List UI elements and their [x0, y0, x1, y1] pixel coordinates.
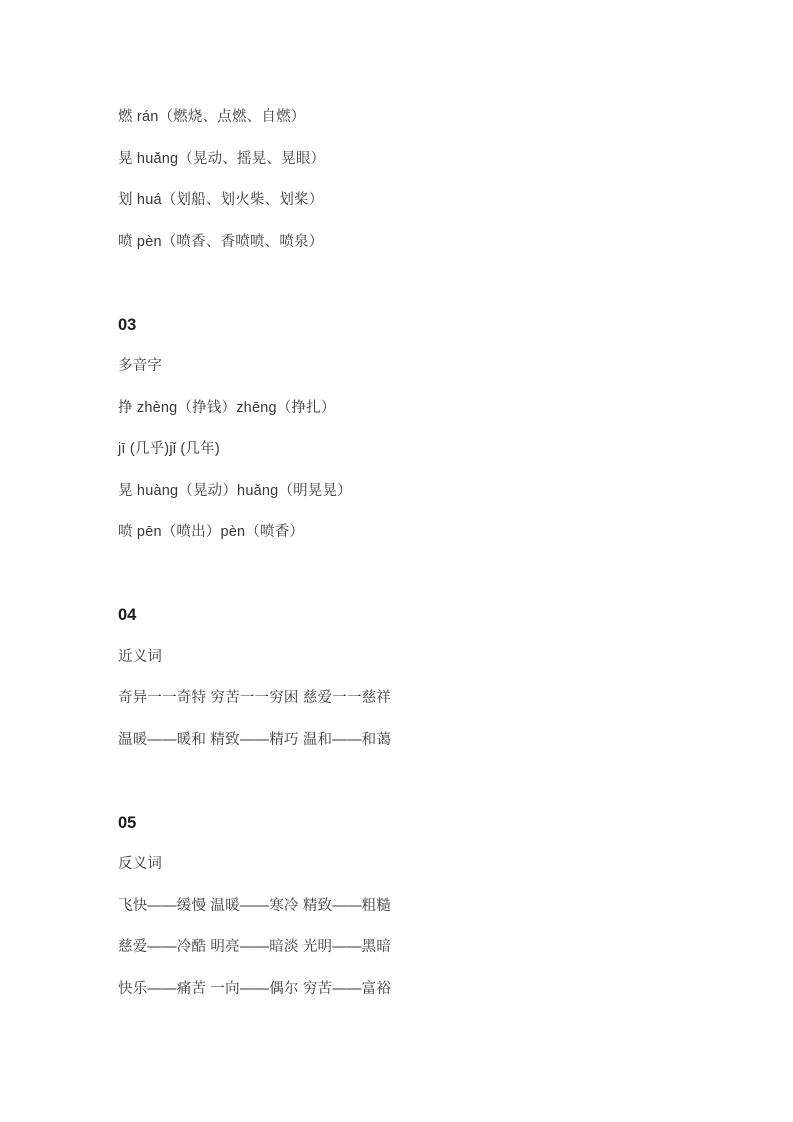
text-line: 慈爱——冷酷 明亮——暗淡 光明——黑暗: [118, 939, 392, 955]
section-04-synonyms: [118, 595, 733, 761]
section-heading: 03: [118, 315, 137, 334]
section-05-antonyms: [118, 803, 733, 1011]
section-heading: 05: [118, 813, 137, 832]
section-03-polyphonic-characters: [118, 305, 733, 554]
text-line: 喷 pēn（喷出）pèn（喷香）: [118, 524, 305, 540]
text-line: 奇异一一奇特 穷苦一一穷困 慈爱一一慈祥: [118, 690, 392, 706]
text-line: 晃 huàng（晃动）huǎng（明晃晃）: [118, 482, 352, 499]
text-line: 喷 pèn（喷香、香喷喷、喷泉）: [118, 233, 324, 250]
text-line: 晃 huǎng（晃动、摇晃、晃眼）: [118, 150, 326, 167]
section-character-words: [118, 97, 733, 263]
text-line: jī (几乎)jǐ (几年): [118, 441, 220, 457]
section-subtitle: 近义词: [118, 648, 163, 665]
text-line: 快乐——痛苦 一向——偶尔 穷苦——富裕: [118, 980, 392, 997]
section-subtitle: 多音字: [118, 358, 163, 374]
text-line: 温暖——暖和 精致——精巧 温和——和蔼: [118, 731, 392, 748]
text-line: 划 huá（划船、划火柴、划桨）: [118, 192, 324, 208]
text-line: 飞快——缓慢 温暖——寒冷 精致——粗糙: [118, 897, 392, 914]
section-heading: 04: [118, 606, 137, 624]
section-subtitle: 反义词: [118, 856, 163, 872]
text-line: 挣 zhèng（挣钱）zhēng（挣扎）: [118, 399, 336, 416]
text-line: 燃 rán（燃烧、点燃、自燃）: [118, 109, 306, 125]
